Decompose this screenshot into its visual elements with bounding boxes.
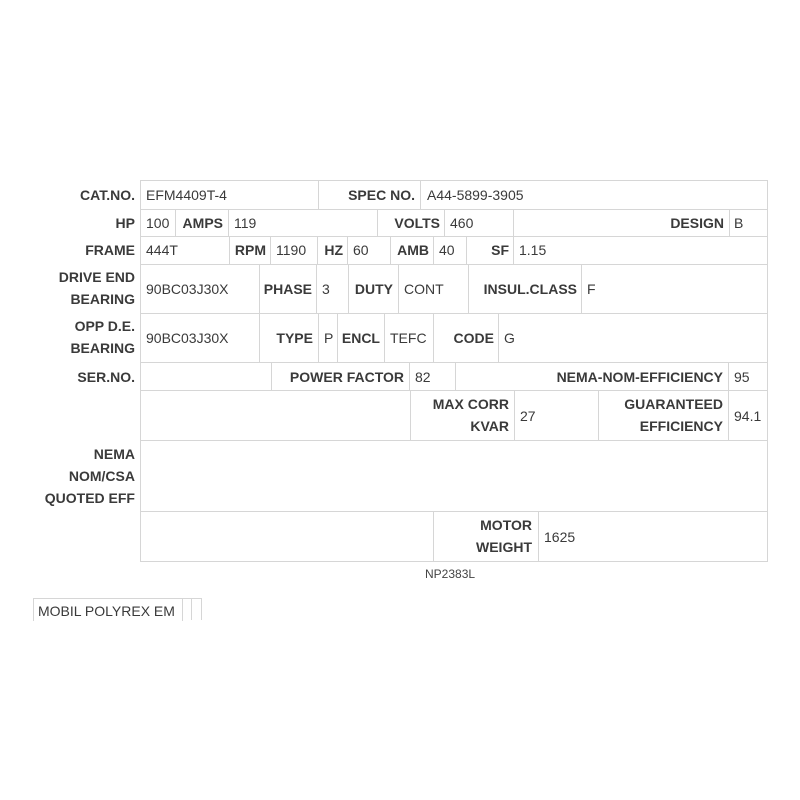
- cell-divider: [538, 511, 539, 561]
- frame-value: 444T: [146, 242, 178, 258]
- amb-value: 40: [439, 242, 455, 258]
- guaranteed-efficiency-label: [624, 393, 723, 437]
- lubricant-top-line: [181, 598, 202, 599]
- spec-no-label: SPEC NO.: [348, 187, 415, 203]
- volts-value: 460: [450, 215, 474, 231]
- cell-divider: [318, 313, 319, 362]
- duty-label: DUTY: [354, 281, 393, 297]
- cell-divider: [317, 236, 318, 264]
- power-factor-value: 82: [415, 369, 431, 385]
- guaranteed-label-line2: EFFICIENCY: [639, 418, 723, 434]
- code-value: G: [504, 330, 515, 346]
- cell-divider: [581, 264, 582, 313]
- row-line: [140, 511, 767, 512]
- cell-divider: [409, 362, 410, 390]
- cat-no-label: CAT.NO.: [80, 187, 135, 203]
- design-label: DESIGN: [670, 215, 724, 231]
- cell-divider: [259, 313, 260, 362]
- cell-divider: [398, 264, 399, 313]
- motor-weight-label-line1: MOTOR: [480, 517, 532, 533]
- cell-divider: [513, 209, 514, 236]
- cell-divider: [270, 236, 271, 264]
- nema-csa-label-line2: NOM/CSA: [68, 468, 135, 484]
- cell-divider: [347, 236, 348, 264]
- row-line: [140, 236, 767, 237]
- insul-class-value: F: [587, 281, 596, 297]
- cell-divider: [433, 511, 434, 561]
- volts-label: VOLTS: [394, 215, 440, 231]
- rpm-label: RPM: [234, 242, 266, 258]
- cell-divider: [498, 313, 499, 362]
- code-label: CODE: [453, 330, 494, 346]
- drive-end-label-line1: DRIVE END: [58, 269, 135, 285]
- row-line: [140, 209, 767, 210]
- max-corr-label-line1: MAX CORR: [432, 396, 509, 412]
- hp-label: HP: [115, 215, 135, 231]
- row-line: [140, 362, 767, 363]
- lubricant-divider: [191, 598, 192, 620]
- frame-label: FRAME: [85, 242, 135, 258]
- cell-divider: [455, 362, 456, 390]
- cell-divider: [316, 264, 317, 313]
- opp-de-label-line1: OPP D.E.: [74, 318, 135, 334]
- sf-value: 1.15: [519, 242, 547, 258]
- cell-divider: [433, 236, 434, 264]
- type-value: P: [324, 330, 334, 346]
- nema-nom-efficiency-label: NEMA-NOM-EFFICIENCY: [556, 369, 723, 385]
- cell-divider: [384, 313, 385, 362]
- sf-label: SF: [491, 242, 509, 258]
- row-line: [140, 440, 767, 441]
- row-line: [140, 264, 767, 265]
- cell-divider: [337, 313, 338, 362]
- lubricant-divider: [201, 598, 202, 620]
- motor-weight-label-line2: WEIGHT: [476, 539, 532, 555]
- cell-divider: [728, 362, 729, 390]
- cell-divider: [175, 209, 176, 236]
- cell-divider: [271, 362, 272, 390]
- row-line: [140, 561, 767, 562]
- lubricant-value: MOBIL POLYREX EM: [38, 603, 175, 619]
- cell-divider: [729, 209, 730, 236]
- cell-divider: [728, 390, 729, 440]
- phase-label: PHASE: [263, 281, 312, 297]
- cell-divider: [377, 209, 378, 236]
- nema-nom-efficiency-value: 95: [734, 369, 750, 385]
- motor-weight-value: 1625: [544, 529, 576, 545]
- insul-class-label: INSUL.CLASS: [483, 281, 577, 297]
- duty-value: CONT: [404, 281, 444, 297]
- hp-value: 100: [146, 215, 170, 231]
- amps-label: AMPS: [182, 215, 223, 231]
- hz-label: HZ: [324, 242, 343, 258]
- rpm-value: 1190: [276, 242, 307, 258]
- design-value: B: [734, 215, 744, 231]
- cell-divider: [420, 180, 421, 209]
- drive-end-label-line2: BEARING: [70, 291, 135, 307]
- cell-divider: [513, 236, 514, 264]
- nema-csa-label-line3: QUOTED EFF: [44, 490, 135, 506]
- cell-divider: [466, 236, 467, 264]
- cell-divider: [468, 264, 469, 313]
- cell-divider: [433, 313, 434, 362]
- table-border-right: [767, 180, 768, 562]
- ser-no-label: SER.NO.: [77, 369, 135, 385]
- cell-divider: [390, 236, 391, 264]
- drive-end-bearing-value: 90BC03J30X: [146, 281, 229, 297]
- cell-divider: [410, 390, 411, 440]
- cell-divider: [514, 390, 515, 440]
- encl-value: TEFC: [390, 330, 427, 346]
- guaranteed-efficiency-value: 94.1: [734, 408, 762, 424]
- opp-de-label-line2: BEARING: [70, 340, 135, 356]
- guaranteed-label-line1: GUARANTEED: [624, 396, 723, 412]
- table-border-left: [140, 180, 141, 562]
- amb-label: AMB: [397, 242, 429, 258]
- nema-csa-quoted-eff-label: [45, 443, 135, 509]
- opp-de-bearing-value: 90BC03J30X: [146, 330, 229, 346]
- cat-no-value: EFM4409T-4: [146, 187, 227, 203]
- cell-divider: [229, 236, 230, 264]
- hz-value: 60: [353, 242, 369, 258]
- cell-divider: [348, 264, 349, 313]
- spec-no-value: A44-5899-3905: [427, 187, 524, 203]
- max-corr-kvar-label: [433, 393, 509, 437]
- row-line: [140, 313, 767, 314]
- row-line: [140, 390, 767, 391]
- cell-divider: [598, 390, 599, 440]
- encl-label: ENCL: [341, 330, 380, 346]
- max-corr-label-line2: KVAR: [470, 418, 509, 434]
- max-corr-kvar-value: 27: [520, 408, 536, 424]
- nameplate-code: NP2383L: [425, 567, 476, 581]
- cell-divider: [228, 209, 229, 236]
- phase-value: 3: [322, 281, 330, 297]
- type-label: TYPE: [276, 330, 313, 346]
- amps-value: 119: [234, 215, 257, 231]
- cell-divider: [444, 209, 445, 236]
- motor-weight-label: [476, 514, 532, 558]
- opp-de-bearing-label: [70, 315, 135, 359]
- drive-end-bearing-label: [59, 266, 135, 310]
- row-line: [140, 180, 767, 181]
- cell-divider: [259, 264, 260, 313]
- power-factor-label: POWER FACTOR: [289, 369, 404, 385]
- cell-divider: [318, 180, 319, 209]
- nema-csa-label-line1: NEMA: [93, 446, 135, 462]
